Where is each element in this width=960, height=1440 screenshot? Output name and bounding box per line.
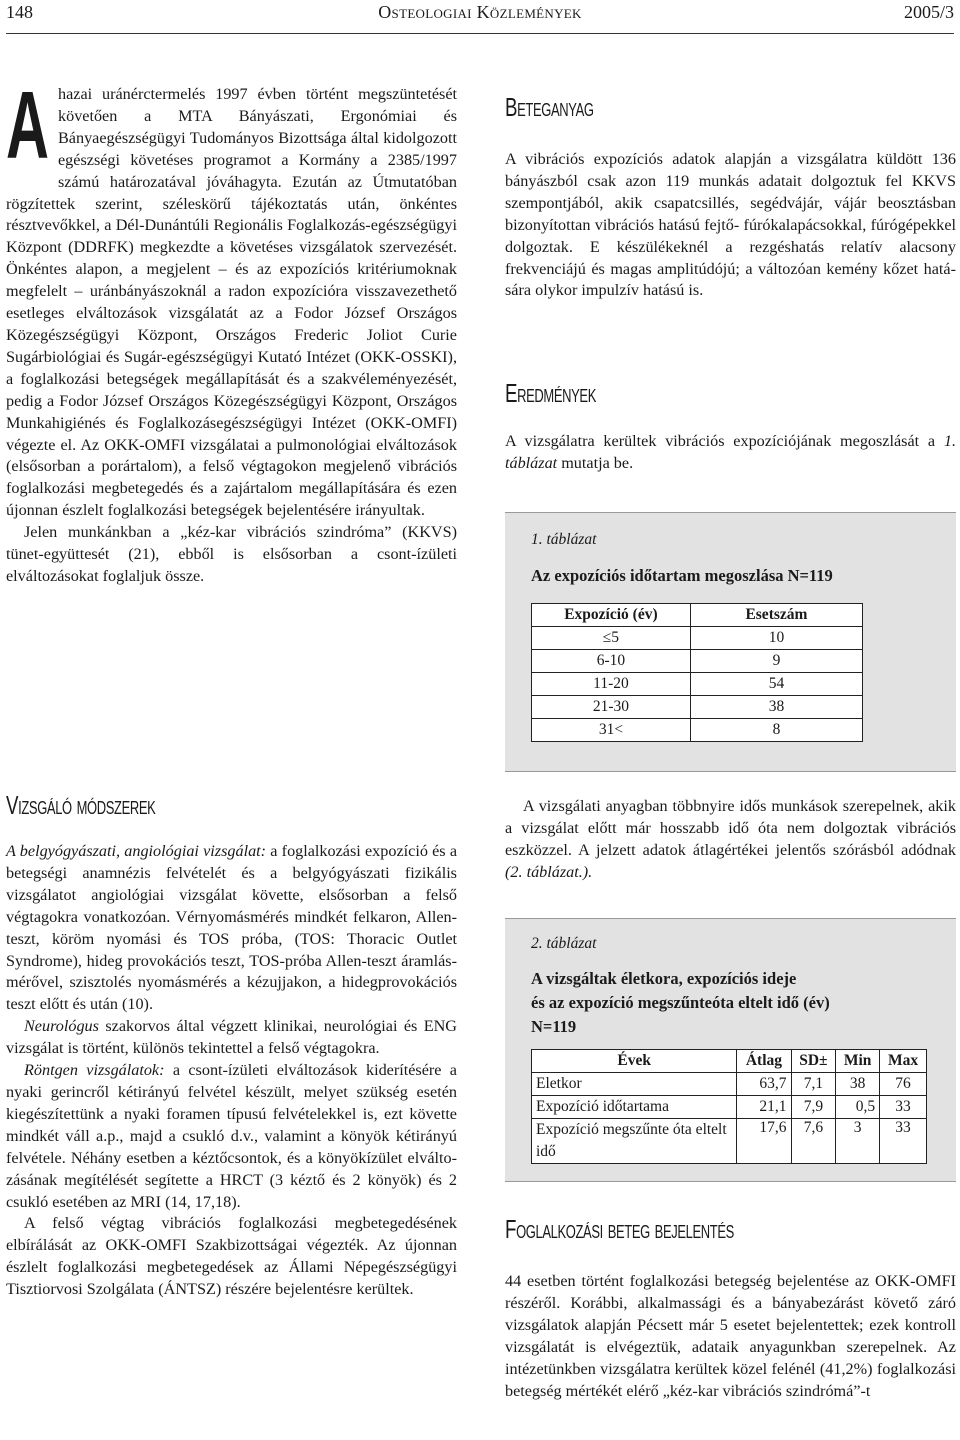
table-cell: 17,6 xyxy=(737,1119,791,1164)
results-section xyxy=(505,378,956,475)
table-2 xyxy=(531,1049,927,1164)
header-rule xyxy=(6,33,954,34)
table-2-caption-line-2: és az expozíció megszűnteóta eltelt idő (év) xyxy=(531,993,830,1012)
results-paragraph-1: A vizsgálatra kerültek vibrációs expozíciójának megoszlását a 1. táblázat mutatja be. xyxy=(505,432,956,472)
issue-number: 2005/3 xyxy=(903,2,954,22)
reporting-heading: Foglalkozási beteg bejelentés xyxy=(505,1214,734,1244)
intro-section xyxy=(6,72,457,588)
table-2-header-min: Min xyxy=(836,1050,880,1073)
table-2-box xyxy=(505,918,956,1182)
table-cell: 7,9 xyxy=(791,1096,836,1119)
table-cell: 33 xyxy=(880,1119,927,1164)
patients-paragraph: A vibrációs expozíciós adatok alapján a vizsgálatra küldött 136 bányászból csak azon 119 munkás adatait dolgoztuk fel KKVS szempontjából, akik csapatcsillés, segédvájár, vájár beosztásban bizonyítottan vibrációs hatású fejtő- fúrókalapácsokkal, fúrógépekkel dolgoztak. E készülékeknél a rezgéshatás relatív alacsony frekvenciájú és magas amplitúdójú; a változóan kemény kőzet hatására olykor impulzív hatású is. xyxy=(505,150,956,300)
page-number: 148 xyxy=(6,2,33,22)
table-1-header-cases: Esetszám xyxy=(690,604,862,627)
table-cell: ≤5 xyxy=(532,627,691,650)
table-cell: 11-20 xyxy=(532,673,691,696)
table-1-header-exposure: Expozíció (év) xyxy=(532,604,691,627)
methods-section xyxy=(6,790,457,1301)
reporting-paragraph: 44 esetben történt foglalkozási betegség bejelentése az OKK-OMFI részéről. Korábbi, alkalmassági és a bányabezárást követő záró vizsgálatok alapján Pécsett már 5 esetet bejelentettek; ezek kontroll vizsgálatát is elvégeztük, adataik anyagunkban szerepelnek. Az intézetünkben vizsgálatra kerültek közel felénél (41,2%) foglalkozási betegség mértékét elérő „kéz-kar vibrációs szindrómá”-t xyxy=(505,1272,956,1400)
table-1-box xyxy=(505,512,956,772)
table-2-header-sd: SD± xyxy=(791,1050,836,1073)
methods-heading: Vizsgáló módszerek xyxy=(6,790,156,820)
intro-paragraph-2: Jelen munkánkban a „kéz-kar vibrációs szindróma” (KKVS) tünet-együttesét (21), ebből is elsősorban a csont-ízületi elváltozásokat foglaljuk össze. xyxy=(6,523,457,585)
methods-paragraph-3: Röntgen vizsgálatok: a csont-ízületi elváltozások kiderítésére a nyaki gerincről kétirányú felvétel készült, melyet szükség esetén kiegészítettünk a nyaki foramen típusú felvételekkel is, ezt követte mindkét váll a.p., majd a csukló d.v., valamint a könyök kétirányú felvétele. Néhány esetben a kéztőcsontok, és a könyökízület elváltozásának megítélését segítette a HRCT (3 kéztő és 2 könyök) és 2 csukló esetében az MRI (14, 17,18). xyxy=(6,1061,457,1211)
results-heading: Eredmények xyxy=(505,378,596,408)
table-cell: 21-30 xyxy=(532,696,691,719)
reporting-section xyxy=(505,1214,956,1402)
table-cell: 8 xyxy=(690,719,862,742)
table-row xyxy=(532,673,863,696)
table-cell: 9 xyxy=(690,650,862,673)
table-cell: 7,1 xyxy=(791,1073,836,1096)
methods-paragraph-4: A felső végtag vibrációs foglalkozási megbetegedésének elbírálását az OKK-OMFI Szakbizottságai végezték. Az újonnan észlelt foglalkozási megbetegedések az Állami Népegészségügyi Tisztiorvosi Szolgálata (ÁNTSZ) részére bejelentésre kerültek. xyxy=(6,1214,457,1299)
table-cell: 3 xyxy=(836,1119,880,1164)
table-cell: 38 xyxy=(836,1073,880,1096)
methods-paragraph-1: A belgyógyászati, angiológiai vizsgálat: a foglalkozási expozíció és a betegségi anamnézis felvételét és a belgyógyászati fizikális vizsgálatot angiológiai vizsgálat követte, elsősorban a felső végtagokra vonatkozóan. Vérnyomásmérés mindkét felkaron, Allen-teszt, köröm nyomási és TOS próba, (TOS: Thoracic Outlet Syndrome), hideg provokációs teszt, TOS-próba Allen-teszt áramlásmérővel, szisztolés nyomásmérés a kézujjakon, a hidegprovokációs teszt előtt és után (10). xyxy=(6,842,458,1014)
table-row xyxy=(532,650,863,673)
table-row xyxy=(532,1119,927,1164)
table-cell: 6-10 xyxy=(532,650,691,673)
table-1-number: 1. táblázat xyxy=(531,531,597,548)
intro-paragraph-1: Ahazai uránérctermelés 1997 évben történt megszüntetését követően a MTA Bányászati, Ergonómiai és Bányaegészségügyi Tudományos Bizottsága által kidolgozott egészségi követéses programot a Kormány a 2385/1997 számú határozatával jóváhagyta. Ezután az Útmutatóban rögzítettek szerint, széleskörű tájékoztatás után, önkéntes résztvevőkkel, a Dél-Dunántúli Regionális Foglalkozás-egészségügyi Központ (DDRFK) megkezdte a követéses vizsgálatok szervezését. Önkéntes alapon, a megjelent – és az expozíciós kritériumoknak megfelelt – uránbányászoknál a radon expozícióra visszavezethető esetleges elváltozások vizsgálatát az a Fodor József Országos Közegészségügyi Központ, Országos Frederic Joliot Curie Sugárbiológiai és Sugár-egészségügyi Kutató Intézet (OKK-OSSKI), a foglalkozási betegségek megállapítását és a szakvéleményezését, pedig a Fodor József Országos Közegészségügyi Központ, Országos Munkahigiénés és Foglalkozásegészségügyi Intézet (OKK-OMFI) végezte el. Az OKK-OMFI vizsgálatai a pulmonológiai elváltozások (elsősorban a porártalom), a felső végtagokon megjelenő vibrációs foglalkozási megbetegedés és a zajártalom megállapítására és ezen újonnan észlelt foglalkozási betegségek bejelentésére irányultak. xyxy=(6,72,457,520)
table-2-header-years: Évek xyxy=(532,1050,737,1073)
table-cell: 76 xyxy=(880,1073,927,1096)
table-cell: 10 xyxy=(690,627,862,650)
table-2-number: 2. táblázat xyxy=(531,935,597,952)
table-row xyxy=(532,627,863,650)
table-row xyxy=(532,604,863,627)
results-paragraph-2: A vizsgálati anyagban többnyire idős munkások szerepelnek, akik a vizsgálat előtt már hosszabb idő óta nem dolgoztak vibrációs eszközzel. A jelzett adatok átlagértékei jelentős szórásból adódnak (2. táblázat.). xyxy=(505,797,956,881)
table-cell: Expozíció megszűnte óta eltelt idő xyxy=(532,1119,737,1164)
table-2-header-mean: Átlag xyxy=(737,1050,791,1073)
table-cell: 63,7 xyxy=(737,1073,791,1096)
patients-heading: Beteganyag xyxy=(505,92,594,122)
table-cell: 31< xyxy=(532,719,691,742)
methods-paragraph-2: Neurológus szakorvos által végzett klinikai, neurológiai és ENG vizsgálat is történt, különös tekintettel a felső végtagokra. xyxy=(6,1017,457,1058)
table-1 xyxy=(531,603,863,742)
table-cell: 7,6 xyxy=(791,1119,836,1164)
table-2-header-max: Max xyxy=(880,1050,927,1073)
table-cell: Expozíció időtartama xyxy=(532,1096,737,1119)
table-row xyxy=(532,1050,927,1073)
results-continued xyxy=(505,796,956,884)
table-cell: Eletkor xyxy=(532,1073,737,1096)
page-header xyxy=(6,0,954,34)
table-cell: 54 xyxy=(690,673,862,696)
patients-section xyxy=(505,92,956,302)
table-row xyxy=(532,719,863,742)
table-2-caption-line-3: N=119 xyxy=(531,1017,577,1036)
table-cell: 0,5 xyxy=(836,1096,880,1119)
table-2-caption-line-1: A vizsgáltak életkora, expozíciós ideje xyxy=(531,969,797,988)
table-cell: 21,1 xyxy=(737,1096,791,1119)
table-cell: 33 xyxy=(880,1096,927,1119)
table-cell: 38 xyxy=(690,696,862,719)
table-row xyxy=(532,1073,927,1096)
table-row xyxy=(532,1096,927,1119)
drop-cap: A xyxy=(6,72,49,179)
journal-title: Osteologiai Közlemények xyxy=(378,2,582,22)
table-1-caption: Az expozíciós időtartam megoszlása N=119 xyxy=(531,566,833,585)
table-row xyxy=(532,696,863,719)
